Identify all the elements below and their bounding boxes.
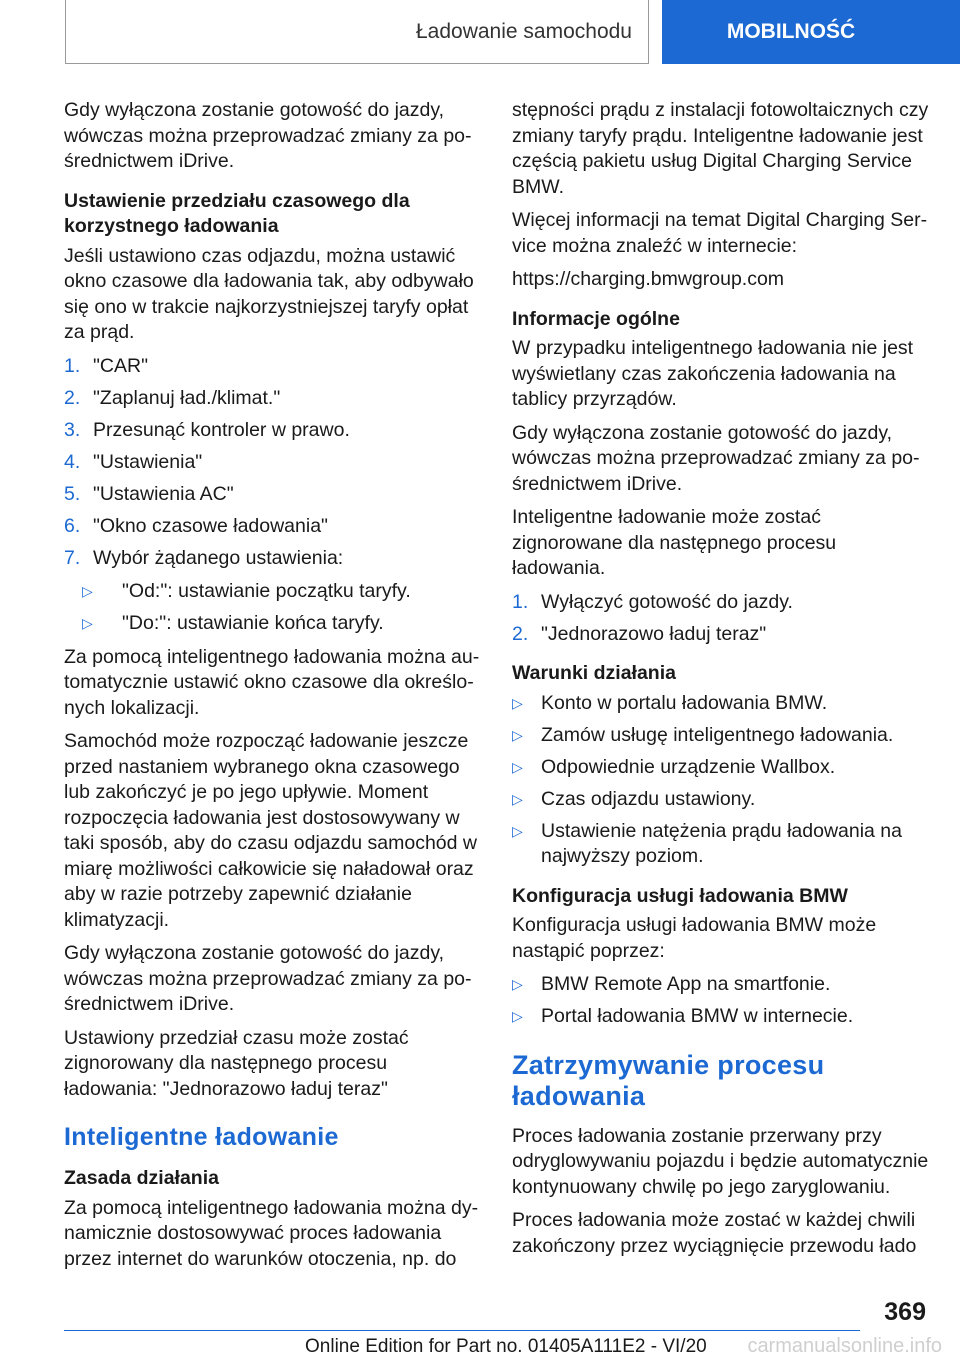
heading-general-info: Informacje ogólne xyxy=(512,307,680,330)
step-number: 5. xyxy=(64,482,81,505)
step-number: 6. xyxy=(64,514,81,537)
bullet-text: Ustawienie natężenia prądu ładowania na najwyższy poziom. xyxy=(541,819,902,867)
list-item xyxy=(64,386,484,412)
footer-edition: Online Edition for Part no. 01405A111E2 - VI/20 xyxy=(305,1336,707,1357)
list-item xyxy=(64,514,484,540)
paragraph: Ustawiony przedział czasu może zostać zignorowany dla następnego procesu ładowania: "Jednorazowo ładuj teraz" xyxy=(64,1026,409,1100)
heading-smart-charging: Inteligentne ładowanie xyxy=(64,1123,339,1151)
list-item xyxy=(64,418,484,444)
list-item xyxy=(512,723,930,749)
url-text: https://charging.bmwgroup.com xyxy=(512,268,785,290)
list-item xyxy=(512,590,930,616)
section-title: Ładowanie samochodu xyxy=(416,19,632,43)
triangle-right-icon: ▷ xyxy=(82,615,93,631)
list-item xyxy=(512,691,930,717)
paragraph: Samochód może rozpocząć ładowanie jeszcze przed nastaniem wybranego okna czasowego lub zakończyć je po jego upływie. Moment rozpoczęcia ładowania jest dostosowywany w taki sposób, aby do czasu odjazdu samochód w miarę możliwości całkowicie się naładował oraz aby w razie potrzeby zapewnić działanie klimatyzacji. xyxy=(64,730,477,931)
step-text: "Jednorazowo ładuj teraz" xyxy=(541,622,767,645)
header-chapter-tab xyxy=(662,0,960,64)
chapter-title: MOBILNOŚĆ xyxy=(726,20,856,43)
heading-charging-window: Ustawienie przedziału czasowego dla korzystnego ładowania xyxy=(64,189,410,237)
bullet-text: "Od:": ustawianie początku taryfy. xyxy=(122,580,411,602)
triangle-right-icon: ▷ xyxy=(512,1008,523,1024)
list-item xyxy=(64,579,484,605)
list-item xyxy=(512,622,930,648)
step-number: 2. xyxy=(64,386,81,409)
heading-config: Konfiguracja usługi ładowania BMW xyxy=(512,884,848,907)
step-number: 3. xyxy=(64,418,81,441)
step-text: "Zaplanuj ład./klimat." xyxy=(93,386,281,409)
list-item xyxy=(512,787,930,813)
paragraph: stępności prądu z instalacji fotowoltaicznych czy zmiany taryfy prądu. Inteligentne ładowanie jest częścią pakietu usług Digital Charging Service BMW. xyxy=(512,99,929,198)
paragraph: Inteligentne ładowanie może zostać zignorowane dla następnego procesu ładowania. xyxy=(512,506,837,579)
heading-conditions: Warunki działania xyxy=(512,662,676,684)
triangle-right-icon: ▷ xyxy=(512,976,523,992)
triangle-right-icon: ▷ xyxy=(512,694,523,711)
conditions-list xyxy=(512,691,930,870)
step-number: 4. xyxy=(64,450,81,473)
step-number: 1. xyxy=(64,354,81,377)
footer-divider xyxy=(64,1330,860,1331)
paragraph: W przypadku inteligentnego ładowania nie jest wyświetlany czas zakończenia ładowania na tablicy przyrządów. xyxy=(512,337,914,410)
bullet-text: Portal ładowania BMW w internecie. xyxy=(541,1005,854,1027)
triangle-right-icon: ▷ xyxy=(512,822,523,839)
paragraph: Za pomocą inteligentnego ładowania można automatycznie ustawić okno czasowe dla określonych lokalizacji. xyxy=(64,645,480,719)
step-text: Wyłączyć gotowość do jazdy. xyxy=(541,590,793,613)
right-column xyxy=(512,98,930,1267)
heading-principle: Zasada działania xyxy=(64,1167,219,1189)
sub-bullet-list xyxy=(64,579,484,637)
bullet-text: "Do:": ustawianie końca taryfy. xyxy=(122,612,384,634)
bullet-text: Odpowiednie urządzenie Wallbox. xyxy=(541,755,836,778)
list-item xyxy=(64,450,484,476)
step-number: 7. xyxy=(64,546,81,569)
triangle-right-icon: ▷ xyxy=(512,726,523,743)
step-text: Wybór żądanego ustawienia: xyxy=(93,546,344,569)
paragraph: Więcej informacji na temat Digital Charging Service można znaleźć w internecie: xyxy=(512,209,928,257)
triangle-right-icon: ▷ xyxy=(512,758,523,775)
triangle-right-icon: ▷ xyxy=(512,790,523,807)
triangle-right-icon: ▷ xyxy=(82,583,93,599)
bullet-text: Zamów usługę inteligentnego ładowania. xyxy=(541,723,894,746)
heading-stop-charging: Zatrzymywanie procesu ładowania xyxy=(512,1049,825,1111)
bullet-text: BMW Remote App na smartfonie. xyxy=(541,973,831,995)
list-item xyxy=(512,755,930,781)
list-item xyxy=(64,546,484,572)
step-text: Przesunąć kontroler w prawo. xyxy=(93,418,350,441)
step-text: "Okno czasowe ładowania" xyxy=(93,514,328,537)
paragraph: Konfiguracja usługi ładowania BMW może nastąpić poprzez: xyxy=(512,914,877,962)
header-section-title xyxy=(65,0,649,64)
paragraph: Proces ładowania może zostać w każdej chwili zakończony przez wyciągnięcie przewodu łado xyxy=(512,1209,917,1257)
watermark: carmanualsonline.info xyxy=(747,1335,942,1357)
paragraph: Za pomocą inteligentnego ładowania można dynamicznie dostosowywać proces ładowania przez internet do warunków otoczenia, np. do xyxy=(64,1196,479,1270)
steps-list xyxy=(512,590,930,648)
bullet-text: Czas odjazdu ustawiony. xyxy=(541,787,756,810)
steps-list xyxy=(64,354,484,572)
paragraph: Proces ładowania zostanie przerwany przy odryglowywaniu pojazdu i będzie automatycznie kontynuowany chwilę po jego zaryglowaniu. xyxy=(512,1124,929,1198)
bullet-text: Konto w portalu ładowania BMW. xyxy=(541,691,828,714)
step-number: 1. xyxy=(512,590,529,613)
paragraph: Gdy wyłączona zostanie gotowość do jazdy, wówczas można przeprowadzać zmiany za pośrednictwem iDrive. xyxy=(64,942,472,1015)
list-item xyxy=(512,972,930,998)
left-column xyxy=(64,98,484,1280)
step-text: "Ustawienia AC" xyxy=(93,482,234,505)
paragraph: Jeśli ustawiono czas odjazdu, można ustawić okno czasowe dla ładowania tak, aby odbywało się ono w trakcie najkorzystniejszej taryfy opłat za prąd. xyxy=(64,244,474,343)
step-number: 2. xyxy=(512,622,529,645)
list-item xyxy=(512,1004,930,1030)
list-item xyxy=(512,819,930,870)
list-item xyxy=(64,611,484,637)
paragraph: Gdy wyłączona zostanie gotowość do jazdy, wówczas można przeprowadzać zmiany za pośrednictwem iDrive. xyxy=(64,99,472,172)
page-number: 369 xyxy=(884,1298,926,1326)
list-item xyxy=(64,482,484,508)
list-item xyxy=(64,354,484,380)
step-text: "Ustawienia" xyxy=(93,450,203,473)
config-list xyxy=(512,972,930,1030)
paragraph: Gdy wyłączona zostanie gotowość do jazdy, wówczas można przeprowadzać zmiany za pośrednictwem iDrive. xyxy=(512,421,920,495)
step-text: "CAR" xyxy=(93,354,149,377)
